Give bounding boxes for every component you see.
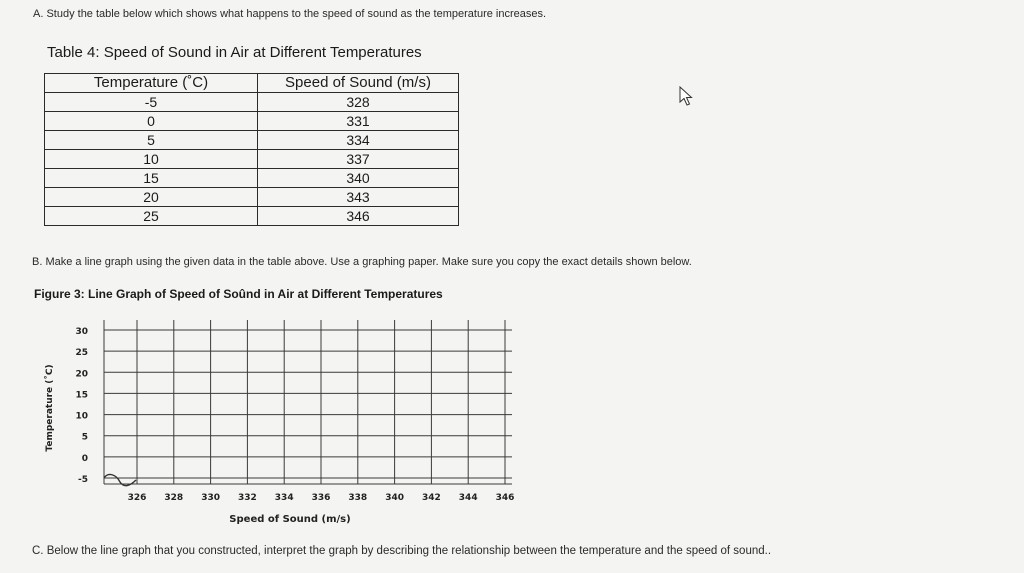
y-tick-label: 0: [81, 453, 88, 464]
header-speed: Speed of Sound (m/s): [258, 74, 459, 93]
temperature-cell: 10: [45, 150, 258, 169]
x-tick-labels: [128, 493, 515, 503]
figure-title: Figure 3: Line Graph of Speed of Soûnd in Air at Different Temperatures: [34, 287, 443, 301]
x-tick-label: 338: [348, 493, 368, 503]
x-tick-label: 326: [127, 493, 147, 503]
temperature-cell: 5: [45, 131, 258, 150]
y-tick-label: 15: [75, 390, 88, 401]
x-tick-label: 330: [201, 493, 220, 503]
temperature-cell: 0: [45, 112, 258, 131]
speed-cell: 340: [258, 169, 459, 188]
x-tick-label: 332: [238, 493, 257, 503]
header-temperature: Temperature (˚C): [45, 74, 258, 93]
mouse-pointer-icon: [678, 86, 694, 108]
speed-cell: 337: [258, 150, 459, 169]
speed-cell: 343: [258, 188, 459, 207]
x-tick-label: 334: [274, 493, 294, 503]
x-tick-label: 336: [311, 493, 331, 503]
temperature-cell: 15: [45, 169, 258, 188]
instruction-c: C. Below the line graph that you constructed, interpret the graph by describing the relationship between the temperature and the speed of sound..: [32, 545, 772, 557]
speed-cell: 328: [258, 93, 459, 112]
x-tick-label: 346: [495, 493, 515, 503]
grid-lines: [104, 320, 512, 484]
table-title: Table 4: Speed of Sound in Air at Different Temperatures: [47, 44, 422, 61]
y-axis-label: Temperature (˚C): [45, 364, 55, 452]
y-tick-label: -5: [78, 475, 88, 485]
y-tick-label: 10: [75, 411, 88, 422]
y-tick-label: 25: [75, 348, 88, 359]
y-tick-labels: [75, 327, 88, 485]
x-axis-label: Speed of Sound (m/s): [229, 514, 351, 525]
y-tick-label: 20: [75, 369, 88, 380]
x-tick-label: 344: [458, 493, 478, 503]
temperature-cell: -5: [45, 93, 258, 112]
speed-cell: 331: [258, 112, 459, 131]
y-tick-label: 5: [81, 432, 88, 443]
x-tick-label: 340: [385, 493, 404, 503]
instruction-a: A. Study the table below which shows what happens to the speed of sound as the temperature increases.: [33, 8, 547, 20]
speed-cell: 334: [258, 131, 459, 150]
temperature-cell: 25: [45, 207, 258, 226]
temperature-cell: 20: [45, 188, 258, 207]
instruction-b: B. Make a line graph using the given data in the table above. Use a graphing paper. Make sure you copy the exact details shown below.: [32, 256, 692, 268]
x-tick-label: 328: [164, 493, 184, 503]
y-tick-label: 30: [75, 327, 88, 337]
speed-cell: 346: [258, 207, 459, 226]
x-tick-label: 342: [422, 493, 441, 503]
